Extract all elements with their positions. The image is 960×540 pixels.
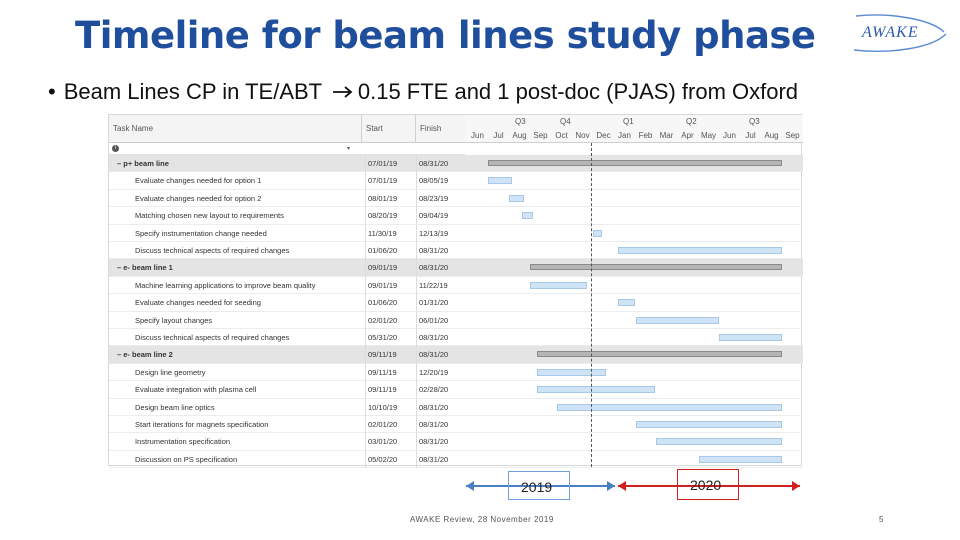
month-header: Dec bbox=[596, 131, 611, 140]
task-name: Discuss technical aspects of required changes bbox=[135, 333, 290, 342]
slide-title: Timeline for beam lines study phase bbox=[75, 14, 816, 57]
task-bar[interactable] bbox=[699, 456, 782, 463]
bullet-line bbox=[48, 79, 798, 105]
task-start-date: 09/01/19 bbox=[365, 277, 415, 294]
quarter-header: Q3 bbox=[749, 117, 760, 126]
task-name: Evaluate changes needed for option 1 bbox=[135, 176, 262, 186]
task-start-date: 07/01/19 bbox=[365, 155, 415, 172]
info-icon[interactable]: i bbox=[112, 145, 119, 152]
summary-bar[interactable] bbox=[537, 351, 782, 357]
task-start-date: 02/01/20 bbox=[365, 416, 415, 433]
month-header: May bbox=[700, 131, 717, 140]
task-finish-date: 08/05/19 bbox=[416, 172, 466, 189]
task-bar[interactable] bbox=[530, 282, 587, 289]
task-start-date: 03/01/20 bbox=[365, 433, 415, 450]
year-2019-label: 2019 bbox=[521, 479, 553, 495]
task-start-date: 01/06/20 bbox=[365, 242, 415, 259]
month-header: Aug bbox=[764, 131, 779, 140]
task-row[interactable] bbox=[109, 225, 803, 242]
month-header: Jul bbox=[493, 131, 504, 140]
task-start-date: 07/01/19 bbox=[365, 172, 415, 189]
task-start-date: 02/01/20 bbox=[365, 312, 415, 329]
task-finish-date: 08/31/20 bbox=[416, 329, 466, 346]
task-finish-date: 02/28/20 bbox=[416, 381, 466, 398]
task-name: Specify instrumentation change needed bbox=[135, 228, 267, 238]
task-start-date: 08/20/19 bbox=[365, 207, 415, 224]
summary-bar[interactable] bbox=[530, 264, 782, 270]
task-bar[interactable] bbox=[537, 386, 654, 393]
task-bar[interactable] bbox=[636, 317, 719, 324]
task-start-date: 08/01/19 bbox=[365, 190, 415, 207]
month-header: Jun bbox=[723, 131, 736, 140]
task-finish-date: 08/31/20 bbox=[416, 259, 466, 276]
month-header: Oct bbox=[555, 131, 568, 140]
task-start-date: 01/06/20 bbox=[365, 294, 415, 311]
task-finish-date: 08/31/20 bbox=[416, 416, 466, 433]
task-finish-date: 08/31/20 bbox=[416, 451, 466, 468]
task-bar[interactable] bbox=[537, 369, 606, 376]
task-finish-date: 12/13/19 bbox=[416, 225, 466, 242]
column-header-start[interactable]: Start bbox=[361, 115, 411, 143]
quarter-header: Q2 bbox=[686, 117, 697, 126]
task-name: Design beam line optics bbox=[135, 402, 215, 412]
task-start-date: 09/11/19 bbox=[365, 381, 415, 398]
month-header: Mar bbox=[659, 131, 674, 140]
month-header: Feb bbox=[638, 131, 653, 140]
task-name: Evaluate changes needed for option 2 bbox=[135, 193, 262, 203]
task-bar[interactable] bbox=[593, 230, 602, 237]
quarter-header: Q4 bbox=[560, 117, 571, 126]
column-header-finish[interactable]: Finish bbox=[415, 115, 465, 143]
task-row[interactable] bbox=[109, 381, 803, 398]
task-row[interactable] bbox=[109, 364, 803, 381]
task-finish-date: 06/01/20 bbox=[416, 312, 466, 329]
task-name: Evaluate integration with plasma cell bbox=[135, 385, 257, 395]
task-finish-date: 09/04/19 bbox=[416, 207, 466, 224]
summary-bar[interactable] bbox=[488, 160, 783, 166]
bullet-text-after: 0.15 FTE and 1 post-doc (PJAS) from Oxford bbox=[357, 79, 799, 104]
quarter-header: Q1 bbox=[623, 117, 634, 126]
gantt-chart bbox=[108, 114, 802, 466]
month-header: Aug bbox=[512, 131, 527, 140]
task-finish-date: 11/22/19 bbox=[416, 277, 466, 294]
month-header: Apr bbox=[681, 131, 694, 140]
task-bar[interactable] bbox=[509, 195, 524, 202]
today-marker-line bbox=[591, 143, 592, 467]
task-finish-date: 08/31/20 bbox=[416, 242, 466, 259]
column-header-task[interactable]: Task Name bbox=[113, 124, 154, 133]
month-header: Nov bbox=[575, 131, 590, 140]
task-finish-date: 08/31/20 bbox=[416, 433, 466, 450]
task-finish-date: 08/31/20 bbox=[416, 155, 466, 172]
task-finish-date: 08/31/20 bbox=[416, 399, 466, 416]
logo-text: AWAKE bbox=[862, 24, 919, 41]
task-name: – e- beam line 1 bbox=[117, 263, 173, 273]
task-name: Specify layout changes bbox=[135, 315, 213, 325]
task-start-date: 09/11/19 bbox=[365, 364, 415, 381]
awake-logo bbox=[852, 10, 948, 56]
task-row[interactable] bbox=[109, 190, 803, 207]
task-row[interactable] bbox=[109, 207, 803, 224]
task-start-date: 05/31/20 bbox=[365, 329, 415, 346]
quarter-header: Q3 bbox=[515, 117, 526, 126]
task-bar[interactable] bbox=[618, 299, 635, 306]
task-row[interactable] bbox=[109, 329, 803, 346]
month-header: Sep bbox=[533, 131, 548, 140]
month-header: Jan bbox=[618, 131, 631, 140]
task-start-date: 10/10/19 bbox=[365, 399, 415, 416]
task-bar[interactable] bbox=[656, 438, 782, 445]
dropdown-arrow-icon[interactable]: ▾ bbox=[347, 146, 351, 152]
task-finish-date: 08/31/20 bbox=[416, 346, 466, 363]
task-name: Machine learning applications to improve beam quality bbox=[135, 280, 316, 290]
task-bar[interactable] bbox=[636, 421, 782, 428]
task-name: Design line geometry bbox=[135, 367, 206, 377]
task-row[interactable] bbox=[109, 277, 803, 294]
task-start-date: 05/02/20 bbox=[365, 451, 415, 468]
bullet-dot: • bbox=[48, 79, 56, 104]
task-name: Instrumentation specification bbox=[135, 437, 231, 447]
task-bar[interactable] bbox=[488, 177, 512, 184]
month-header: Jun bbox=[471, 131, 484, 140]
arrow-right-icon bbox=[332, 79, 354, 105]
footer-text: AWAKE Review, 28 November 2019 bbox=[410, 515, 554, 524]
task-name: Discuss technical aspects of required changes bbox=[135, 246, 290, 255]
bullet-text-before: Beam Lines CP in TE/ABT bbox=[63, 79, 322, 104]
task-bar[interactable] bbox=[719, 334, 782, 341]
task-start-date: 09/01/19 bbox=[365, 259, 415, 276]
task-name: Matching chosen new layout to requirements bbox=[135, 211, 284, 221]
task-bar[interactable] bbox=[618, 247, 782, 254]
year-2020-label: 2020 bbox=[690, 477, 722, 493]
task-finish-date: 08/23/19 bbox=[416, 190, 466, 207]
task-name: – e- beam line 2 bbox=[117, 350, 173, 360]
filter-row bbox=[109, 143, 465, 155]
task-row[interactable] bbox=[109, 172, 803, 189]
task-name: Start iterations for magnets specification bbox=[135, 420, 269, 429]
month-header: Sep bbox=[785, 131, 800, 140]
task-row[interactable] bbox=[109, 294, 803, 311]
task-name: – p+ beam line bbox=[117, 159, 169, 168]
task-finish-date: 01/31/20 bbox=[416, 294, 466, 311]
page-number: 5 bbox=[879, 515, 884, 524]
task-bar[interactable] bbox=[522, 212, 532, 219]
task-name: Evaluate changes needed for seeding bbox=[135, 298, 261, 308]
task-finish-date: 12/20/19 bbox=[416, 364, 466, 381]
month-header: Jul bbox=[745, 131, 756, 140]
task-name: Discussion on PS specification bbox=[135, 454, 238, 464]
task-start-date: 11/30/19 bbox=[365, 225, 415, 242]
task-start-date: 09/11/19 bbox=[365, 346, 415, 363]
